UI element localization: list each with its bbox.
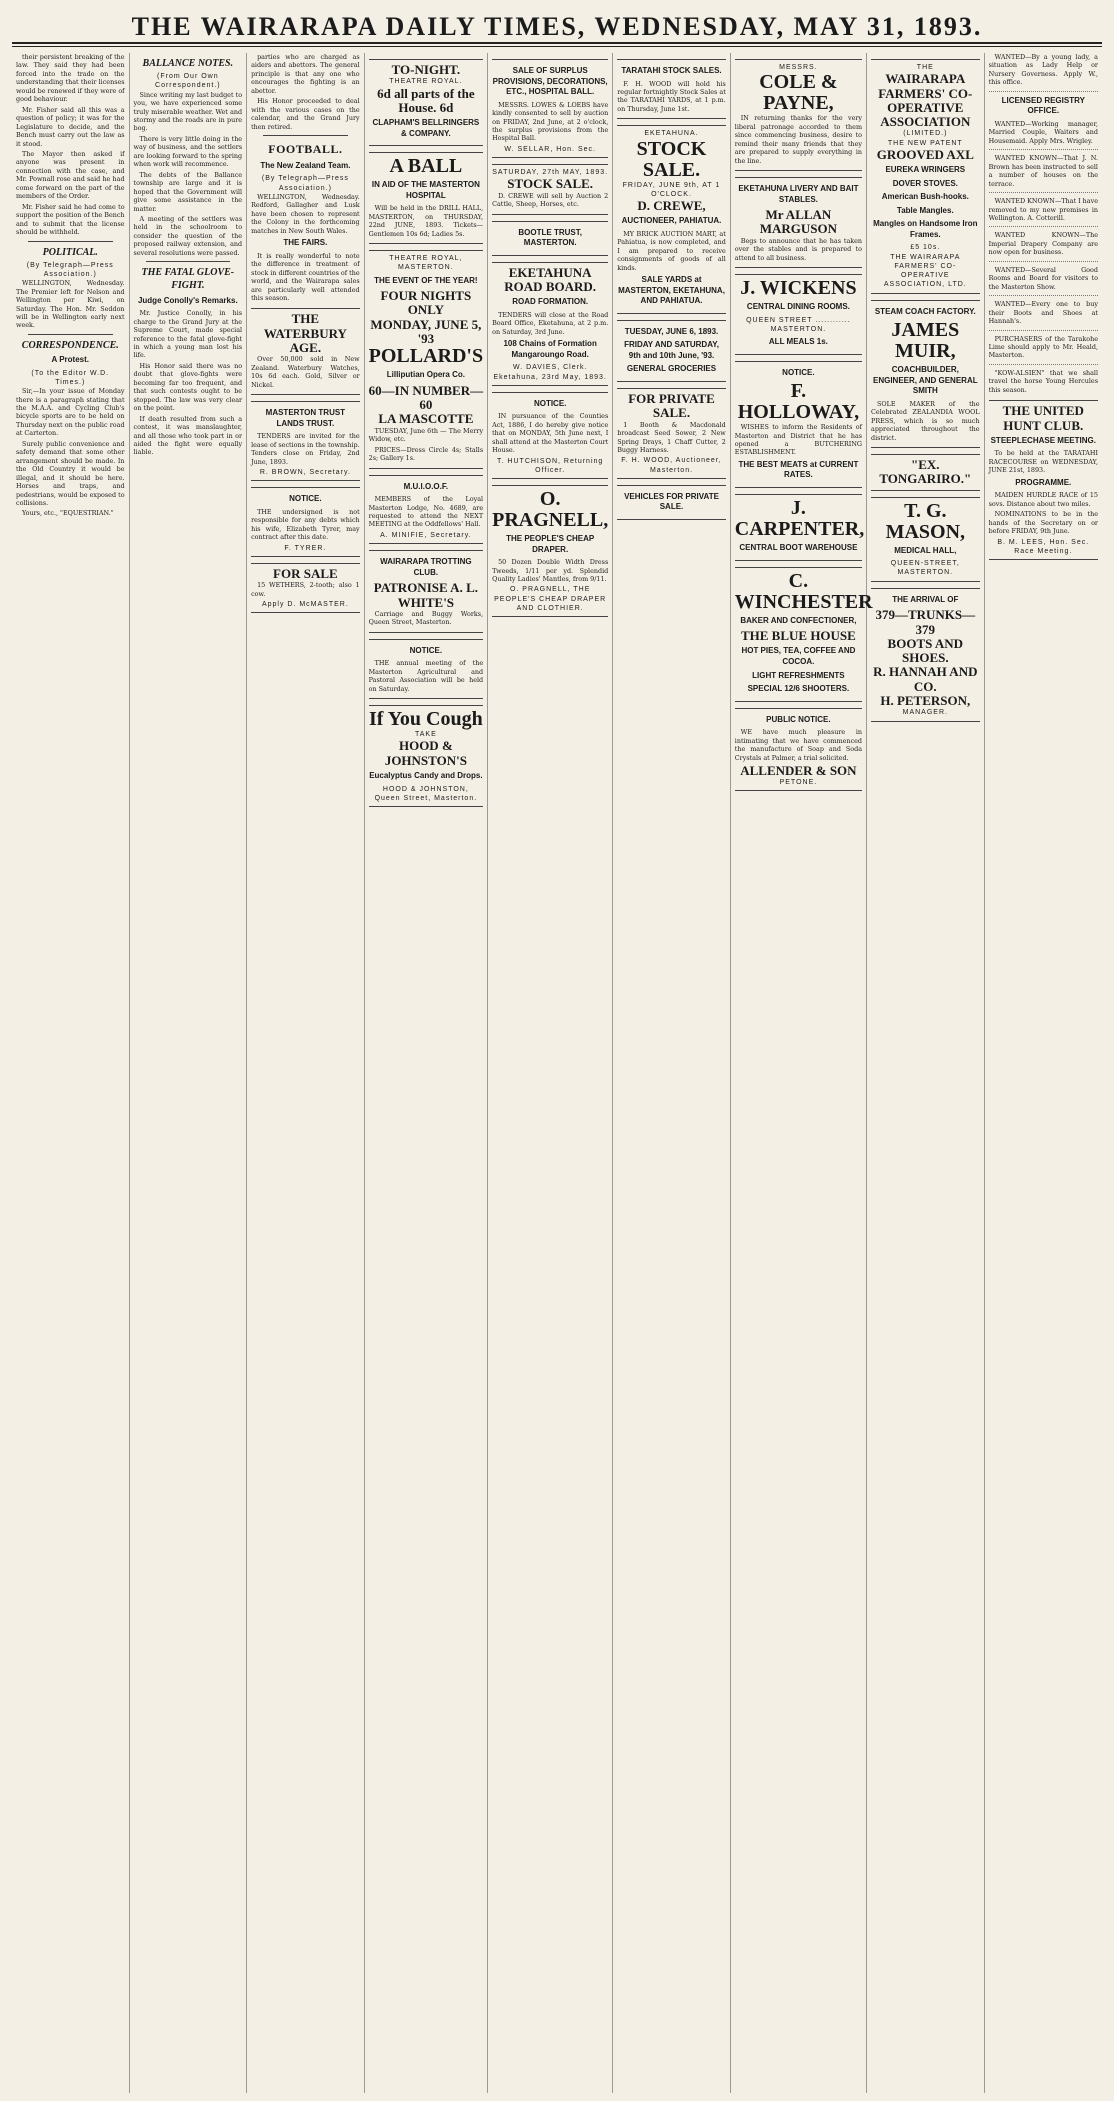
farmers-ad: [871, 59, 980, 294]
divider: [989, 192, 1098, 193]
road-board-sub: ROAD FORMATION.: [512, 297, 589, 307]
column-6: [613, 53, 731, 2093]
correspondence-paragraph: Yours, etc., "EQUESTRIAN.": [22, 509, 114, 518]
mason-address: QUEEN-STREET, MASTERTON.: [890, 560, 960, 577]
carpenter-sub: CENTRAL BOOT WAREHOUSE: [739, 543, 858, 553]
pollard-sub: Lilliputian Opera Co.: [386, 370, 465, 380]
counties-notice: [492, 392, 608, 479]
divider: [28, 241, 113, 242]
cole-label: COLE &: [759, 71, 838, 94]
wickens-address: QUEEN STREET ............ MASTERTON.: [746, 316, 851, 333]
cough-ad: [369, 705, 483, 807]
correspondence-to: (To the Editor W.D. Times.): [31, 369, 110, 386]
wanted-ad: WANTED KNOWN—That I have removed to my new premises in Wellington. A. Cotterill.: [988, 197, 1098, 222]
divider: [989, 364, 1098, 365]
purchasers-ad: PURCHASERS of the Tarakohe Lime should apply to Mr. Heald, Masterton.: [988, 334, 1098, 360]
article-paragraph: parties who are charged as aiders and abettors. The general principle is that any one who encourages the fighting is an abettor.: [251, 53, 360, 95]
allender-name: ALLENDER & SON: [740, 762, 857, 778]
dover-label: DOVER STOVES.: [892, 178, 958, 188]
hannah-name: R. HANNAH AND CO.: [873, 664, 978, 694]
glove-fight-subheading: Judge Conolly's Remarks.: [137, 295, 238, 305]
notice-text: THE undersigned is not responsible for any debts which his wife, Elizabeth Tyrer, may contract after this date.: [251, 507, 360, 542]
ball-subheading: IN AID OF THE MASTERTON HOSPITAL: [371, 180, 480, 200]
notice-signature: F. TYRER.: [284, 544, 327, 552]
hunt-signature: B. M. LEES, Hon. Sec. Race Meeting.: [997, 538, 1090, 555]
wickens-ad: [735, 274, 862, 355]
the-label: THE: [916, 64, 934, 71]
nominations-text: NOMINATIONS to be in the hands of the Secretary on or before FRIDAY, 9th June.: [988, 510, 1098, 536]
holloway-ad: [735, 361, 862, 488]
column-7: [731, 53, 873, 2093]
trotting-sub: PATRONISE A. L. WHITE'S: [373, 580, 478, 610]
stock-sale-heading: STOCK SALE.: [636, 137, 707, 181]
holloway-text: WISHES to inform the Residents of Masterton and District that he has opened a BUTCHERING ESTABLISHMENT.: [734, 423, 863, 457]
tyrer-notice: [251, 487, 360, 557]
tongariro-ad: [871, 454, 980, 491]
steeplechase-text: To be held at the TARATAHI RACECOURSE on WEDNESDAY, JUNE 21st, 1893.: [988, 449, 1098, 475]
coach-heading: STEAM COACH FACTORY.: [874, 306, 976, 316]
limited-label: (LIMITED.): [903, 130, 948, 138]
wanted-ad: WANTED KNOWN—The Imperial Drapery Company are now open for business.: [988, 231, 1098, 257]
road-board-signature: W. DAVIES, Clerk.: [512, 364, 588, 372]
american-label: American Bush-hooks.: [881, 192, 969, 202]
peterson-sub: MANAGER.: [902, 709, 948, 717]
pragnell-text: 50 Dozen Double Width Dress Tweeds, 1/11 per yd. Splendid Quality Ladies' Mantles, from 9/11.: [492, 558, 609, 584]
arrival-label: THE ARRIVAL OF: [892, 594, 959, 604]
horse-ad: "KOW-ALSIEN" that we shall travel the horse Young Hercules this season.: [988, 368, 1098, 394]
ag-notice: [369, 639, 483, 699]
livery-text: Begs to announce that he has taken over the stables and is prepared to attend to all business.: [734, 236, 863, 262]
column-9: [985, 53, 1102, 2093]
divider: [28, 334, 113, 335]
hospital-sale-text: MESSRS. LOWES & LOEBS have kindly consented to sell by auction on FRIDAY, 2nd June, at 2 o'clock, the surplus provisions from the Hospital Ball.: [492, 100, 609, 143]
hood-signature: HOOD & JOHNSTON, Queen Street, Masterton.: [374, 785, 478, 802]
hot-pies-label: HOT PIES, TEA, COFFEE AND COCOA.: [741, 646, 856, 666]
columns: [12, 53, 1102, 2093]
allender-sub: PETONE.: [779, 779, 818, 787]
stock-sale-ad: [492, 164, 608, 214]
number-label: 60—IN NUMBER—60: [368, 382, 484, 413]
divider: [989, 91, 1098, 92]
holloway-name: F. HOLLOWAY,: [737, 380, 860, 424]
ball-ad: [369, 152, 483, 244]
eureka-label: EUREKA WRINGERS: [885, 165, 966, 175]
nights-label: FOUR NIGHTS ONLY: [380, 288, 472, 318]
article-paragraph: His Honor said there was no doubt that glove-fights were becoming far too frequent, and that such contests ought to be stopped. The law was very clear on the point.: [133, 361, 243, 413]
meals-label: ALL MEALS 1s.: [768, 337, 828, 347]
winchester-name: C. WINCHESTER: [734, 569, 873, 613]
wickens-name: J. WICKENS: [740, 277, 857, 299]
messrs-label: MESSRS.: [779, 64, 818, 71]
correspondence-heading: CORRESPONDENCE.: [21, 339, 119, 351]
eucalyptus-label: Eucalyptus Candy and Drops.: [369, 770, 483, 780]
road-board-date: Eketahuna, 23rd May, 1893.: [493, 373, 607, 381]
wanted-ad: WANTED—Working manager, Married Couple, Waiters and Housemaid. Apply Mrs. Wrigley.: [988, 119, 1098, 145]
for-sale-text: 15 WETHERS, 2-tooth; also 1 cow.: [251, 581, 360, 598]
hunt-club-ad: [989, 400, 1098, 560]
divider: [989, 226, 1098, 227]
ag-text: THE annual meeting of the Masterton Agricultural and Pastoral Association will be held on Saturday.: [368, 659, 484, 693]
lodge-text: MEMBERS of the Loyal Masterton Lodge, No. 4689, are requested to attend the NEXT MEETING at the Oddfellows' Hall.: [368, 495, 484, 529]
tonight-label: TO-NIGHT.: [391, 62, 461, 77]
newspaper-title: THE WAIRARAPA DAILY TIMES, WEDNESDAY, MAY 31, 1893.: [131, 12, 983, 41]
brick-text: MY BRICK AUCTION MART, at Pahiatua, is now completed, and I am prepared to receive consignments of goods of all kinds.: [617, 229, 726, 272]
pollard-ad: [369, 250, 483, 468]
public-notice-heading: PUBLIC NOTICE.: [766, 714, 831, 724]
mason-ad: [871, 497, 980, 582]
pollard-name: POLLARD'S: [368, 345, 484, 368]
column-3: [247, 53, 365, 2093]
column-5: [488, 53, 613, 2093]
allender-ad: [735, 708, 862, 792]
for-sale-heading: FOR SALE: [273, 565, 338, 581]
article-paragraph: Mr. Justice Conolly, in his charge to the Grand Jury at the Supreme Court, made special reference to the fatal glove-fight in which a young man lost his life.: [133, 309, 243, 360]
football-heading: FOOTBALL.: [268, 142, 343, 157]
cole-payne-ad: [735, 59, 862, 171]
article-paragraph: The Mayor then asked if anyone was present in connection with the case, and Mr. Pownall rose and said he had come forward on the part of the members of the Order.: [16, 149, 125, 201]
muir-name: JAMES MUIR,: [891, 319, 960, 363]
eketahuna-stock-ad: [617, 125, 726, 313]
hospital-sale-ad: [492, 59, 608, 158]
notice-heading: NOTICE.: [533, 398, 567, 408]
tuesday-text: TUESDAY, June 6th — The Merry Widow, etc.: [368, 426, 484, 444]
eketahuna-label: EKETAHUNA.: [644, 130, 699, 138]
lodge-ad: [369, 475, 483, 545]
ag-heading: NOTICE.: [409, 645, 443, 655]
divider: [146, 261, 231, 262]
taratahi-heading: TARATAHI STOCK SALES.: [621, 66, 722, 75]
lodge-signature: A. MINIFIE, Secretary.: [380, 531, 472, 539]
crewe-name: D. CREWE,: [637, 198, 706, 214]
road-board-ad: [492, 262, 608, 386]
article-paragraph: His Honor proceeded to deal with the various cases on the calendar, and the Grand Jury then retired.: [251, 97, 360, 131]
pragnell-ad: [492, 485, 608, 617]
wickens-sub: CENTRAL DINING ROOMS.: [746, 302, 850, 311]
correspondence-paragraph: Surely public convenience and safety demand that some other arrangement should be made. In the Old Country it would be illegal, and it should be here. Horses and traps, and pedestrians, would be exposed to collisions.: [16, 439, 125, 507]
political-paragraph: WELLINGTON, Wednesday. The Premier left for Nelson and Wellington per Kiwi, on Saturday. The Hon. Mr. Seddon will be in Wellington early next week.: [16, 279, 125, 330]
price-label: £5 10s.: [910, 244, 941, 252]
association-label: THE WAIRARAPA FARMERS' CO-OPERATIVE ASSOCIATION, LTD.: [883, 253, 967, 289]
masthead: [12, 10, 1102, 44]
trust-ad: [251, 401, 360, 481]
hospital-sale-signature: W. SELLAR, Hon. Sec.: [504, 145, 596, 153]
taratahi-ad: [617, 59, 726, 119]
programme-label: PROGRAMME.: [1015, 477, 1072, 487]
article-paragraph: Mr. Fisher said he had come to support the position of the Bench and to submit that the license should be withheld.: [16, 202, 125, 237]
theatre-ad: [369, 59, 483, 146]
taratahi-text: F. H. WOOD will hold his regular fortnightly Stock Sales at the TARATAHI YARDS, at 1 p.m. on Thursday, June 1st.: [617, 79, 726, 113]
pragnell-sub: THE PEOPLE'S CHEAP DRAPER.: [506, 534, 595, 554]
correspondence-paragraph: Sir,—In your issue of Monday there is a paragraph stating that the M.A.A. and Cycling Club's bicycle sports are to be held on Thursday next on the public road at Carterton.: [16, 387, 125, 438]
crewe-text: D. CREWE will sell by Auction 2 Cattle, Sheep, Horses, etc.: [492, 191, 609, 209]
hospital-sale-heading: SALE OF SURPLUS PROVISIONS, DECORATIONS, ETC., HOSPITAL BALL.: [492, 66, 608, 97]
show-name: CLAPHAM'S BELLRINGERS & COMPANY.: [372, 118, 480, 138]
friday-label: FRIDAY, JUNE 9th, AT 1 O'CLOCK.: [622, 181, 721, 198]
mangles-label: Mangles on Handsome Iron Frames.: [873, 219, 978, 239]
livery-heading: EKETAHUNA LIVERY AND BAIT STABLES.: [738, 183, 859, 204]
football-source: (By Telegraph—Press Association.): [261, 175, 349, 192]
article-paragraph: A meeting of the settlers was held in the schoolroom to consider the question of the proposed railway extension, and several resolutions were passed.: [133, 215, 243, 257]
tuesday-sale-ad: [617, 320, 726, 382]
bootle-ad: [492, 221, 608, 256]
theatre2-name: THEATRE ROYAL, MASTERTON.: [389, 255, 463, 272]
road-board-text: TENDERS will close at the Road Board Office, Eketahuna, at 2 p.m. on Saturday, 3rd June.: [492, 310, 609, 336]
mason-sub: MEDICAL HALL,: [894, 545, 957, 555]
date-label: SATURDAY, 27th MAY, 1893.: [492, 169, 609, 177]
sale-yards-label: SALE YARDS at MASTERTON, EKETAHUNA, AND PAHIATUA.: [618, 275, 725, 306]
football-subheading: The New Zealand Team.: [260, 160, 351, 170]
road-board-chains: 108 Chains of Formation Mangaroungo Road.: [503, 339, 597, 359]
carpenter-ad: [734, 494, 865, 561]
winchester-sub: BAKER AND CONFECTIONER,: [740, 615, 857, 625]
prices-text: PRICES—Dress Circle 4s; Stalls 2s; Gallery 1s.: [368, 445, 484, 463]
column-1: [12, 53, 130, 2093]
winchester-ad: [734, 567, 873, 702]
wanted-ad: WANTED—Every one to buy their Boots and Shoes at Hannah's.: [988, 300, 1098, 326]
ball-text: Will be held in the DRILL HALL, MASTERTON, on THURSDAY, 22nd JUNE, 1893. Tickets—Gentlemen 10s 6d; Ladies 5s.: [368, 204, 484, 238]
special-label: SPECIAL 12/6 SHOOTERS.: [747, 684, 850, 694]
payne-label: PAYNE,: [763, 92, 834, 115]
crewe-sub: AUCTIONEER, PAHIATUA.: [621, 216, 722, 226]
fairs-paragraph: It is really wonderful to note the difference in treatment of stock in different countries of the world, and the Wairarapa sales are particularly well attended this season.: [251, 251, 360, 302]
private-sale-signature: F. H. WOOD, Auctioneer, Masterton.: [621, 457, 722, 474]
monday-label: MONDAY, JUNE 5, '93: [370, 316, 482, 347]
cough-heading: If You Cough: [369, 708, 483, 731]
wanted-ad: WANTED—Several Good Rooms and Board for visitors to the Masterton Show.: [988, 265, 1098, 291]
correspondence-subheading: A Protest.: [51, 355, 90, 365]
tuesday-label: TUESDAY, JUNE 6, 1893.: [624, 326, 719, 336]
notice-heading: NOTICE.: [782, 367, 815, 377]
boots-label: BOOTS AND SHOES.: [887, 635, 964, 666]
notice-heading: NOTICE.: [289, 494, 322, 504]
column-2: [130, 53, 248, 2093]
trust-signature: R. BROWN, Secretary.: [259, 469, 351, 477]
table-label: Table Mangles.: [896, 205, 954, 215]
trotting-text: Carriage and Buggy Works, Queen Street, Masterton.: [368, 609, 484, 627]
private-sale-heading: FOR PRIVATE SALE.: [628, 391, 715, 421]
carpenter-name: J. CARPENTER,: [734, 497, 865, 541]
vehicles-heading: VEHICLES FOR PRIVATE SALE.: [624, 491, 719, 512]
pragnell-name: O. PRAGNELL,: [492, 488, 609, 532]
lodge-heading: M.U.I.O.O.F.: [403, 481, 449, 491]
article-paragraph: their persistent breaking of the law. They said they had been forced into the trade on the understanding that their licenses would be renewed if they were of good behaviour.: [16, 53, 125, 104]
fairs-heading: THE FAIRS.: [283, 238, 328, 248]
article-paragraph: If death resulted from such a contest, it was manslaughter, and all those who took part in or aided the fight were equally liable.: [133, 414, 243, 457]
trust-heading: MASTERTON TRUST LANDS TRUST.: [265, 408, 346, 428]
hood-name: HOOD & JOHNSTON'S: [384, 738, 467, 768]
notice-text: IN pursuance of the Counties Act, 1886, I do hereby give notice that on MONDAY, 5th June next, I shall attend at the Masterton Court House.: [492, 412, 609, 455]
pragnell-signature: O. PRAGNELL, THE PEOPLE'S CHEAP DRAPER AND CLOTHIER.: [494, 586, 607, 612]
take-label: TAKE: [414, 731, 437, 739]
muir-text: SOLE MAKER of the Celebrated ZEALANDIA WOOL PRESS, which is so much appreciated throughout the district.: [871, 399, 980, 442]
divider: [989, 149, 1098, 150]
for-sale-ad: [251, 563, 360, 613]
private-sale-ad: [617, 388, 726, 479]
muir-sub: COACHBUILDER, ENGINEER, AND GENERAL SMITH: [873, 365, 978, 396]
livery-name: Mr ALLAN MARGUSON: [759, 207, 838, 237]
handicap-text: MAIDEN HURDLE RACE of 15 sovs. Distance about two miles.: [988, 491, 1098, 508]
trotting-ad: [369, 550, 483, 633]
light-refreshments-label: LIGHT REFRESHMENTS: [752, 670, 845, 680]
show-price: 6d all parts of the House. 6d: [377, 85, 475, 115]
divider: [989, 295, 1098, 296]
best-meats-label: THE BEST MEATS at CURRENT RATES.: [738, 459, 859, 480]
for-sale-signature: Apply D. McMASTER.: [261, 601, 349, 609]
blue-house-label: THE BLUE HOUSE: [740, 628, 856, 644]
political-heading: POLITICAL.: [42, 246, 98, 258]
theatre-name: THEATRE ROYAL.: [389, 78, 463, 86]
notice-signature: T. HUTCHISON, Returning Officer.: [497, 457, 604, 474]
groceries-label: GENERAL GROCERIES: [626, 364, 717, 374]
masthead-rule: [12, 44, 1102, 47]
road-board-heading: EKETAHUNA ROAD BOARD.: [504, 264, 597, 294]
public-notice-text: WE have much pleasure in intimating that we have commenced the manufacture of Soap and Soda Crystals at Palmer, a trial solicited.: [734, 728, 863, 762]
friday2-label: FRIDAY AND SATURDAY, 9th and 10th June, '93.: [624, 340, 719, 360]
bootle-heading: BOOTLE TRUST, MASTERTON.: [518, 227, 582, 248]
event-label: THE EVENT OF THE YEAR!: [374, 275, 478, 285]
private-sale-text: 1 Booth & Macdonald broadcast Seed Sower, 2 New Spring Drays, 1 Chaff Cutter, 2 Buggy Harness.: [617, 420, 726, 454]
trunks-label: 379—TRUNKS—379: [875, 607, 976, 637]
waterbury-heading: THE WATERBURY AGE.: [263, 311, 347, 356]
grooved-label: GROOVED AXL: [876, 146, 974, 162]
column-8: [867, 53, 985, 2093]
waterbury-ad: [251, 308, 360, 395]
article-paragraph: There is very little doing in the way of business, and the settlers are looking forward to the spring when work will recommence.: [133, 134, 243, 169]
column-4: [365, 53, 488, 2093]
tongariro-label: "EX. TONGARIRO.": [879, 457, 972, 487]
stock-sale-heading: STOCK SALE.: [507, 176, 594, 192]
article-paragraph: Since writing my last budget to you, we have experienced some truly miserable weather. Wet and stormy and the roads are in pure bog.: [133, 90, 243, 133]
vehicles-ad: [617, 485, 726, 520]
article-paragraph: Mr. Fisher said all this was a question of policy; it was for the Legislature to decide, and the Bench must carry out the law as it stood.: [16, 105, 125, 148]
mason-name: T. G. MASON,: [885, 499, 966, 543]
glove-fight-heading: THE FATAL GLOVE-FIGHT.: [141, 267, 235, 292]
divider: [263, 135, 348, 136]
cole-text: IN returning thanks for the very liberal patronage accorded to them since commencing business, desire to remind their many friends that they are prepared to supply everything in the line.: [734, 114, 863, 165]
article-paragraph: The debts of the Ballance township are large and it is hoped that the Government will give some assistance in the matter.: [133, 170, 243, 213]
farmers-heading: WAIRARAPA FARMERS' CO-OPERATIVE ASSOCIATION: [878, 71, 973, 130]
wanted-ad: WANTED KNOWN—That J. N. Brown has been instructed to sell a number of houses on the terrace.: [988, 154, 1098, 188]
football-paragraph: WELLINGTON, Wednesday. Redford, Gallagher and Lusk have been chosen to represent the Colony in the forthcoming matches in New South Wales.: [251, 192, 360, 235]
hannah-ad: [871, 588, 980, 722]
ballance-heading: BALLANCE NOTES.: [142, 58, 234, 69]
divider: [989, 330, 1098, 331]
waterbury-text: Over 50,000 sold in New Zealand. Waterbury Watches, 10s 6d each. Gold, Silver or Nickel.: [251, 355, 360, 389]
new-patent-label: THE NEW PATENT: [887, 139, 963, 147]
ball-heading: A BALL: [389, 155, 463, 178]
wanted-ad: WANTED—By a young lady, a situation as Lady Help or Nursery Governess. Apply W., this office.: [988, 53, 1098, 87]
registry-heading: LICENSED REGISTRY OFFICE.: [1001, 95, 1085, 116]
united-label: THE UNITED HUNT CLUB.: [1002, 403, 1084, 433]
muir-ad: [871, 300, 980, 448]
political-subheading: (By Telegraph—Press Association.): [26, 261, 114, 278]
mascotte-label: LA MASCOTTE: [378, 411, 474, 427]
livery-ad: [735, 177, 862, 268]
steeplechase-label: STEEPLECHASE MEETING.: [990, 435, 1096, 445]
ballance-subheading: (From Our Own Correspondent.): [155, 73, 221, 90]
peterson-name: H. PETERSON,: [880, 693, 971, 709]
trotting-heading: WAIRARAPA TROTTING CLUB.: [380, 557, 472, 577]
divider: [989, 261, 1098, 262]
trust-text: TENDERS are invited for the lease of sections in the township. Tenders close on Friday, 2nd June, 1893.: [251, 432, 360, 466]
